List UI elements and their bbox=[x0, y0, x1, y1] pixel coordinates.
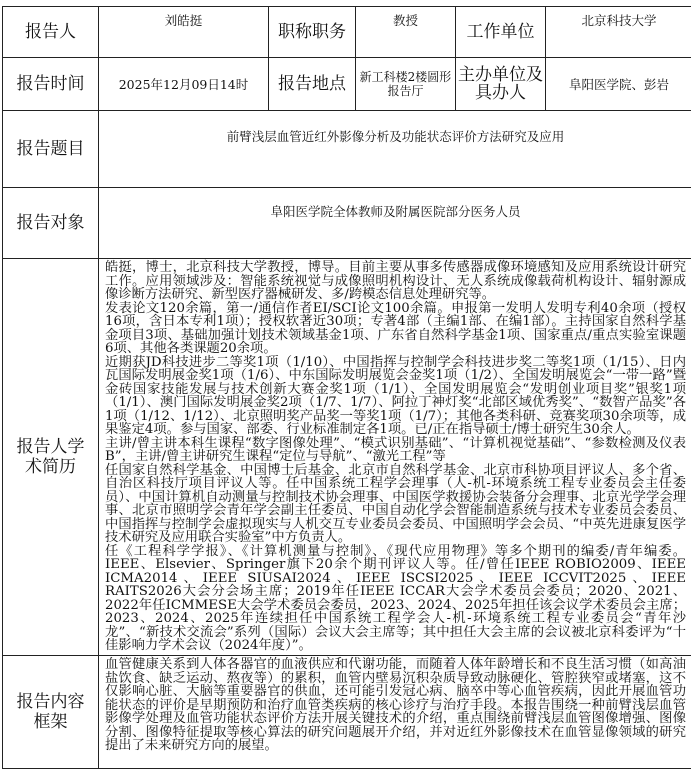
unit-label: 工作单位 bbox=[456, 7, 546, 58]
speaker-name: 刘皓挺 bbox=[99, 7, 269, 58]
topic-row bbox=[3, 111, 691, 188]
host-value: 阜阳医学院、彭岩 bbox=[546, 58, 691, 111]
bio-paragraph: 皓挺，博士，北京科技大学教授，博导。目前主要从事多传感器成像环境感知及应用系统设计研究工作。应用领域涉及：智能系统视觉与成像照明机构设计、无人系统成像载荷机构设计、辐射源成像诊断方法研究、新型医疗器械研发、多/跨模态信息处理研究等。 bbox=[105, 261, 686, 302]
topic-label: 报告题目 bbox=[3, 111, 99, 188]
bio-paragraph: 发表论文120余篇，第一/通信作者EI/SCI论文100余篇。申报第一发明人发明专利40余项（授权16项，含日本专利1项）；授权软著近30项；专著4部（主编1部、在编1部）。主持国家自然科学基金项目3项、基础加强计划技术领域基金1项、广东省自然科学基金1项、国家重点/重点实验室课题6项、其他各类课题20余项。 bbox=[105, 302, 686, 356]
place-label: 报告地点 bbox=[269, 58, 356, 111]
bio-paragraph: 任《工程科学学报》、《计算机测量与控制》、《现代应用物理》等多个期刊的编委/青年编委。IEEE、Elsevier、Springer旗下20余个期刊评议人等。任/曾任IEEE ROBIO2009、IEEE ICMA2014、IEEE SIUSAI2024、IEEE ISCSI2025、IEEE ICCVIT2025、IEEE RAITS2026大会分会场主席；2019年任IEEE ICCAR大会学术委员会委员；2020、2021、2022年任ICMMESE大会学术委员会委员，2023、2024、2025年担任该会议学术委员会主席；2023、2024、2025年连续担任中国系统工程学会人-机-环境系统工程专业委员会“青年沙龙”、“新技术交流会”系列（国际）会议大会主席等；其中担任大会主席的会议被北京科委评为“十佳影响力学术会议（2024年度）”。 bbox=[105, 545, 686, 653]
speaker-row bbox=[3, 7, 691, 58]
host-label: 主办单位及具办人 bbox=[456, 58, 546, 111]
bio-paragraph: 近期获JD科技进步二等奖1项（1/10）、中国指挥与控制学会科技进步奖二等奖1项（1/15）、日内瓦国际发明展金奖1项（1/6）、中东国际发明展览会金奖1项（1/2）、全国发明展览会“一带一路”暨金砖国家技能发展与技术创新大赛金奖1项（1/1）、全国发明展览会“发明创业项目奖”银奖1项（1/1）、澳门国际发明展金奖2项（1/7、1/7）、阿拉丁神灯奖“北部区域优秀奖”、“数智产品奖”各1项（1/12、1/12）、北京照明奖产品奖一等奖1项（1/7）；其他各类科研、竞赛奖项30余项等，成果鉴定4项。参与国家、部委、行业标准制定各1项。已/正在指导硕士/博士研究生30余人。 bbox=[105, 356, 686, 437]
abstract-text: 血管健康关系到人体各器官的血液供应和代谢功能，而随着人体年龄增长和不良生活习惯（如高油盐饮食、缺乏运动、熬夜等）的累积，血管内壁易沉积杂质导致动脉硬化、管腔狭窄或堵塞，这不仅影响心脏、大脑等重要器官的供血，还可能引发冠心病、脑卒中等心血管疾病，因此开展血管功能状态的评价是早期预防和治疗血管类疾病的核心诊疗与治疗手段。本报告围绕一种前臂浅层血管影像学处理及血管功能状态评价方法开展关键技术的介绍，重点围绕前臂浅层血管图像增强、图像分割、图像特征提取等核心算法的研究问题展开介绍，并对近红外影像技术在血管显像领域的研究提出了未来研究方向的展望。 bbox=[105, 658, 686, 753]
time-value: 2025年12月09日14时 bbox=[99, 58, 269, 111]
speaker-label: 报告人 bbox=[3, 7, 99, 58]
bio-paragraph: 任国家自然科学基金、中国博士后基金、北京市自然科学基金、北京市科协项目评议人、多个省、自治区科技厅项目评议人等。任中国系统工程学会理事（人-机-环境系统工程专业委员会主任委员）、中国计算机自动测量与控制技术协会理事、中国医学救援协会装备分会理事、北京光学学会理事、北京市照明学会青年学会副主任委员、中国自动化学会智能制造系统与技术专业委员会委员、中国指挥与控制学会虚拟现实与人机交互专业委员会委员、中国照明学会会员、“中英先进康复医学技术研究及应用联合实验室”中方负责人。 bbox=[105, 464, 686, 545]
title-value: 教授 bbox=[356, 7, 456, 58]
time-row bbox=[3, 58, 691, 111]
title-label: 职称职务 bbox=[269, 7, 356, 58]
bio-content bbox=[99, 259, 691, 656]
abstract-row bbox=[3, 656, 691, 769]
abstract-content bbox=[99, 656, 691, 769]
abstract-label: 报告内容框架 bbox=[3, 656, 99, 769]
bio-label: 报告人学术简历 bbox=[3, 259, 99, 656]
bio-row bbox=[3, 259, 691, 656]
audience-label: 报告对象 bbox=[3, 188, 99, 259]
bio-paragraph: 主讲/曾主讲本科生课程“数字图像处理”、“模式识别基础”、“计算机视觉基础”、“参数检测及仪表B”，主讲/曾主讲研究生课程“定位与导航”、“激光工程”等 bbox=[105, 437, 686, 464]
time-label: 报告时间 bbox=[3, 58, 99, 111]
report-info-table bbox=[2, 6, 691, 769]
unit-value: 北京科技大学 bbox=[546, 7, 691, 58]
audience-row bbox=[3, 188, 691, 259]
audience-value: 阜阳医学院全体教师及附属医院部分医务人员 bbox=[99, 188, 691, 259]
place-value: 新工科楼2楼圆形报告厅 bbox=[356, 58, 456, 111]
topic-value: 前臂浅层血管近红外影像分析及功能状态评价方法研究及应用 bbox=[99, 111, 691, 188]
